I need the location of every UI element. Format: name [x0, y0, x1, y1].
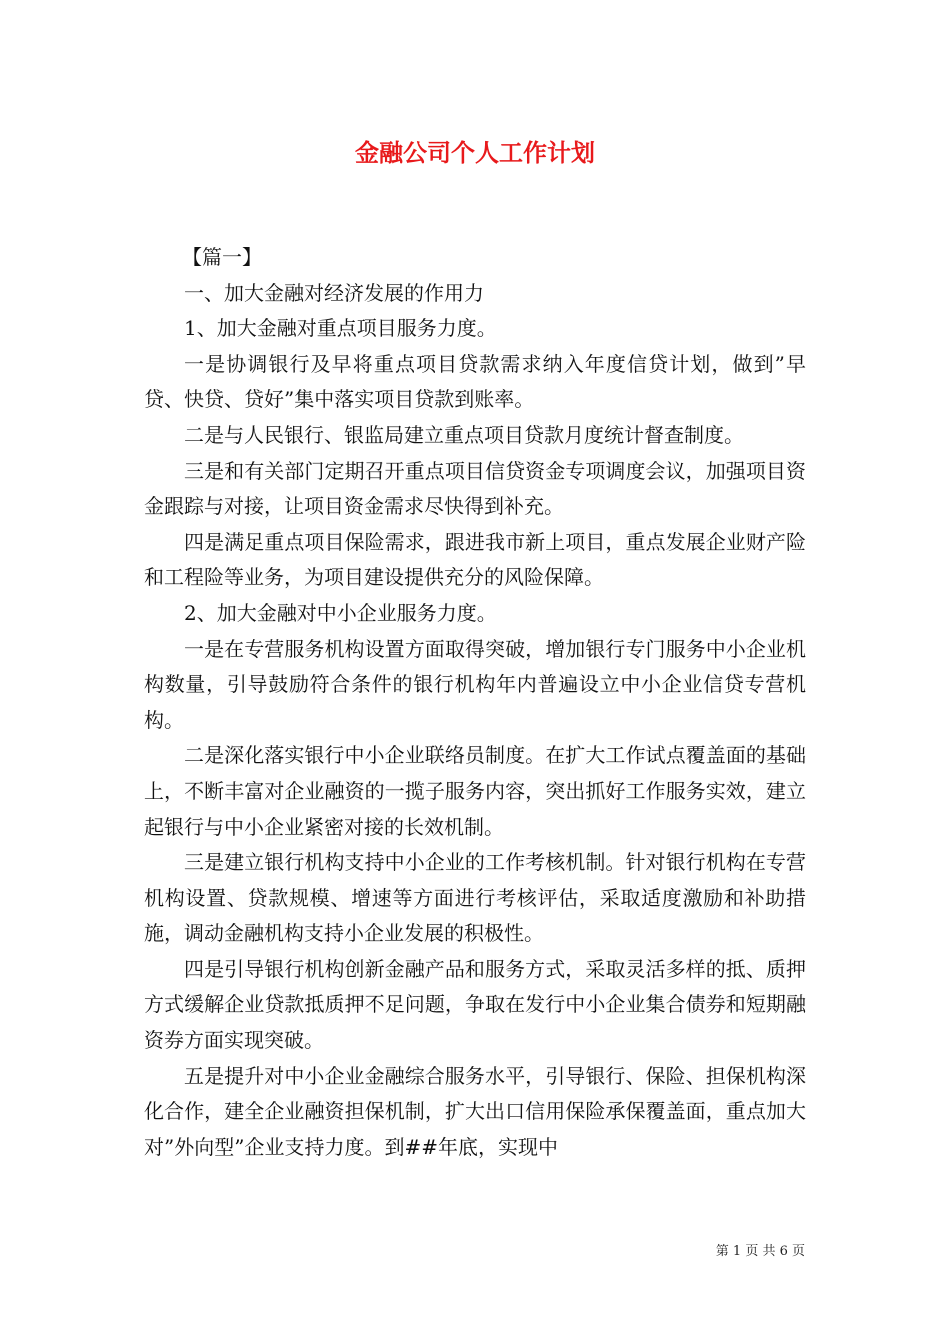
paragraph: 2、加大金融对中小企业服务力度。 [184, 600, 497, 625]
paragraph: 一是协调银行及早将重点项目贷款需求纳入年度信贷计划，做到”早贷、快贷、贷好”集中落实项目贷款到账率。 [144, 351, 806, 412]
paragraph: 二是深化落实银行中小企业联络员制度。在扩大工作试点覆盖面的基础上，不断丰富对企业融资的一揽子服务内容，突出抓好工作服务实效，建立起银行与中小企业紧密对接的长效机制。 [144, 743, 806, 839]
paragraph: 四是引导银行机构创新金融产品和服务方式，采取灵活多样的抵、质押方式缓解企业贷款抵质押不足问题，争取在发行中小企业集合债券和短期融资券方面实现突破。 [144, 956, 806, 1053]
paragraph: 一、加大金融对经济发展的作用力 [184, 280, 484, 305]
paragraph: 三是建立银行机构支持中小企业的工作考核机制。针对银行机构在专营机构设置、贷款规模、增速等方面进行考核评估，采取适度激励和补助措施，调动金融机构支持小企业发展的积极性。 [144, 850, 806, 946]
paragraph: 三是和有关部门定期召开重点项目信贷资金专项调度会议，加强项目资金跟踪与对接，让项目资金需求尽快得到补充。 [144, 458, 806, 519]
section-tag: 【篇一】 [182, 245, 262, 269]
paragraph: 二是与人民银行、银监局建立重点项目贷款月度统计督查制度。 [184, 422, 744, 447]
document-title: 金融公司个人工作计划 [355, 138, 595, 167]
paragraph: 五是提升对中小企业金融综合服务水平，引导银行、保险、担保机构深化合作，建全企业融资担保机制，扩大出口信用保险承保覆盖面，重点加大对”外向型”企业支持力度。到##年底，实现中 [144, 1063, 806, 1159]
document-body [144, 240, 806, 1165]
paragraph: 1、加大金融对重点项目服务力度。 [184, 316, 497, 341]
paragraph: 一是在专营服务机构设置方面取得突破，增加银行专门服务中小企业机构数量，引导鼓励符合条件的银行机构年内普遍设立中小企业信贷专营机构。 [144, 636, 806, 732]
page-number-footer: 第 1 页 共 6 页 [715, 1244, 805, 1259]
paragraph: 四是满足重点项目保险需求，跟进我市新上项目，重点发展企业财产险和工程险等业务，为项目建设提供充分的风险保障。 [144, 529, 806, 590]
